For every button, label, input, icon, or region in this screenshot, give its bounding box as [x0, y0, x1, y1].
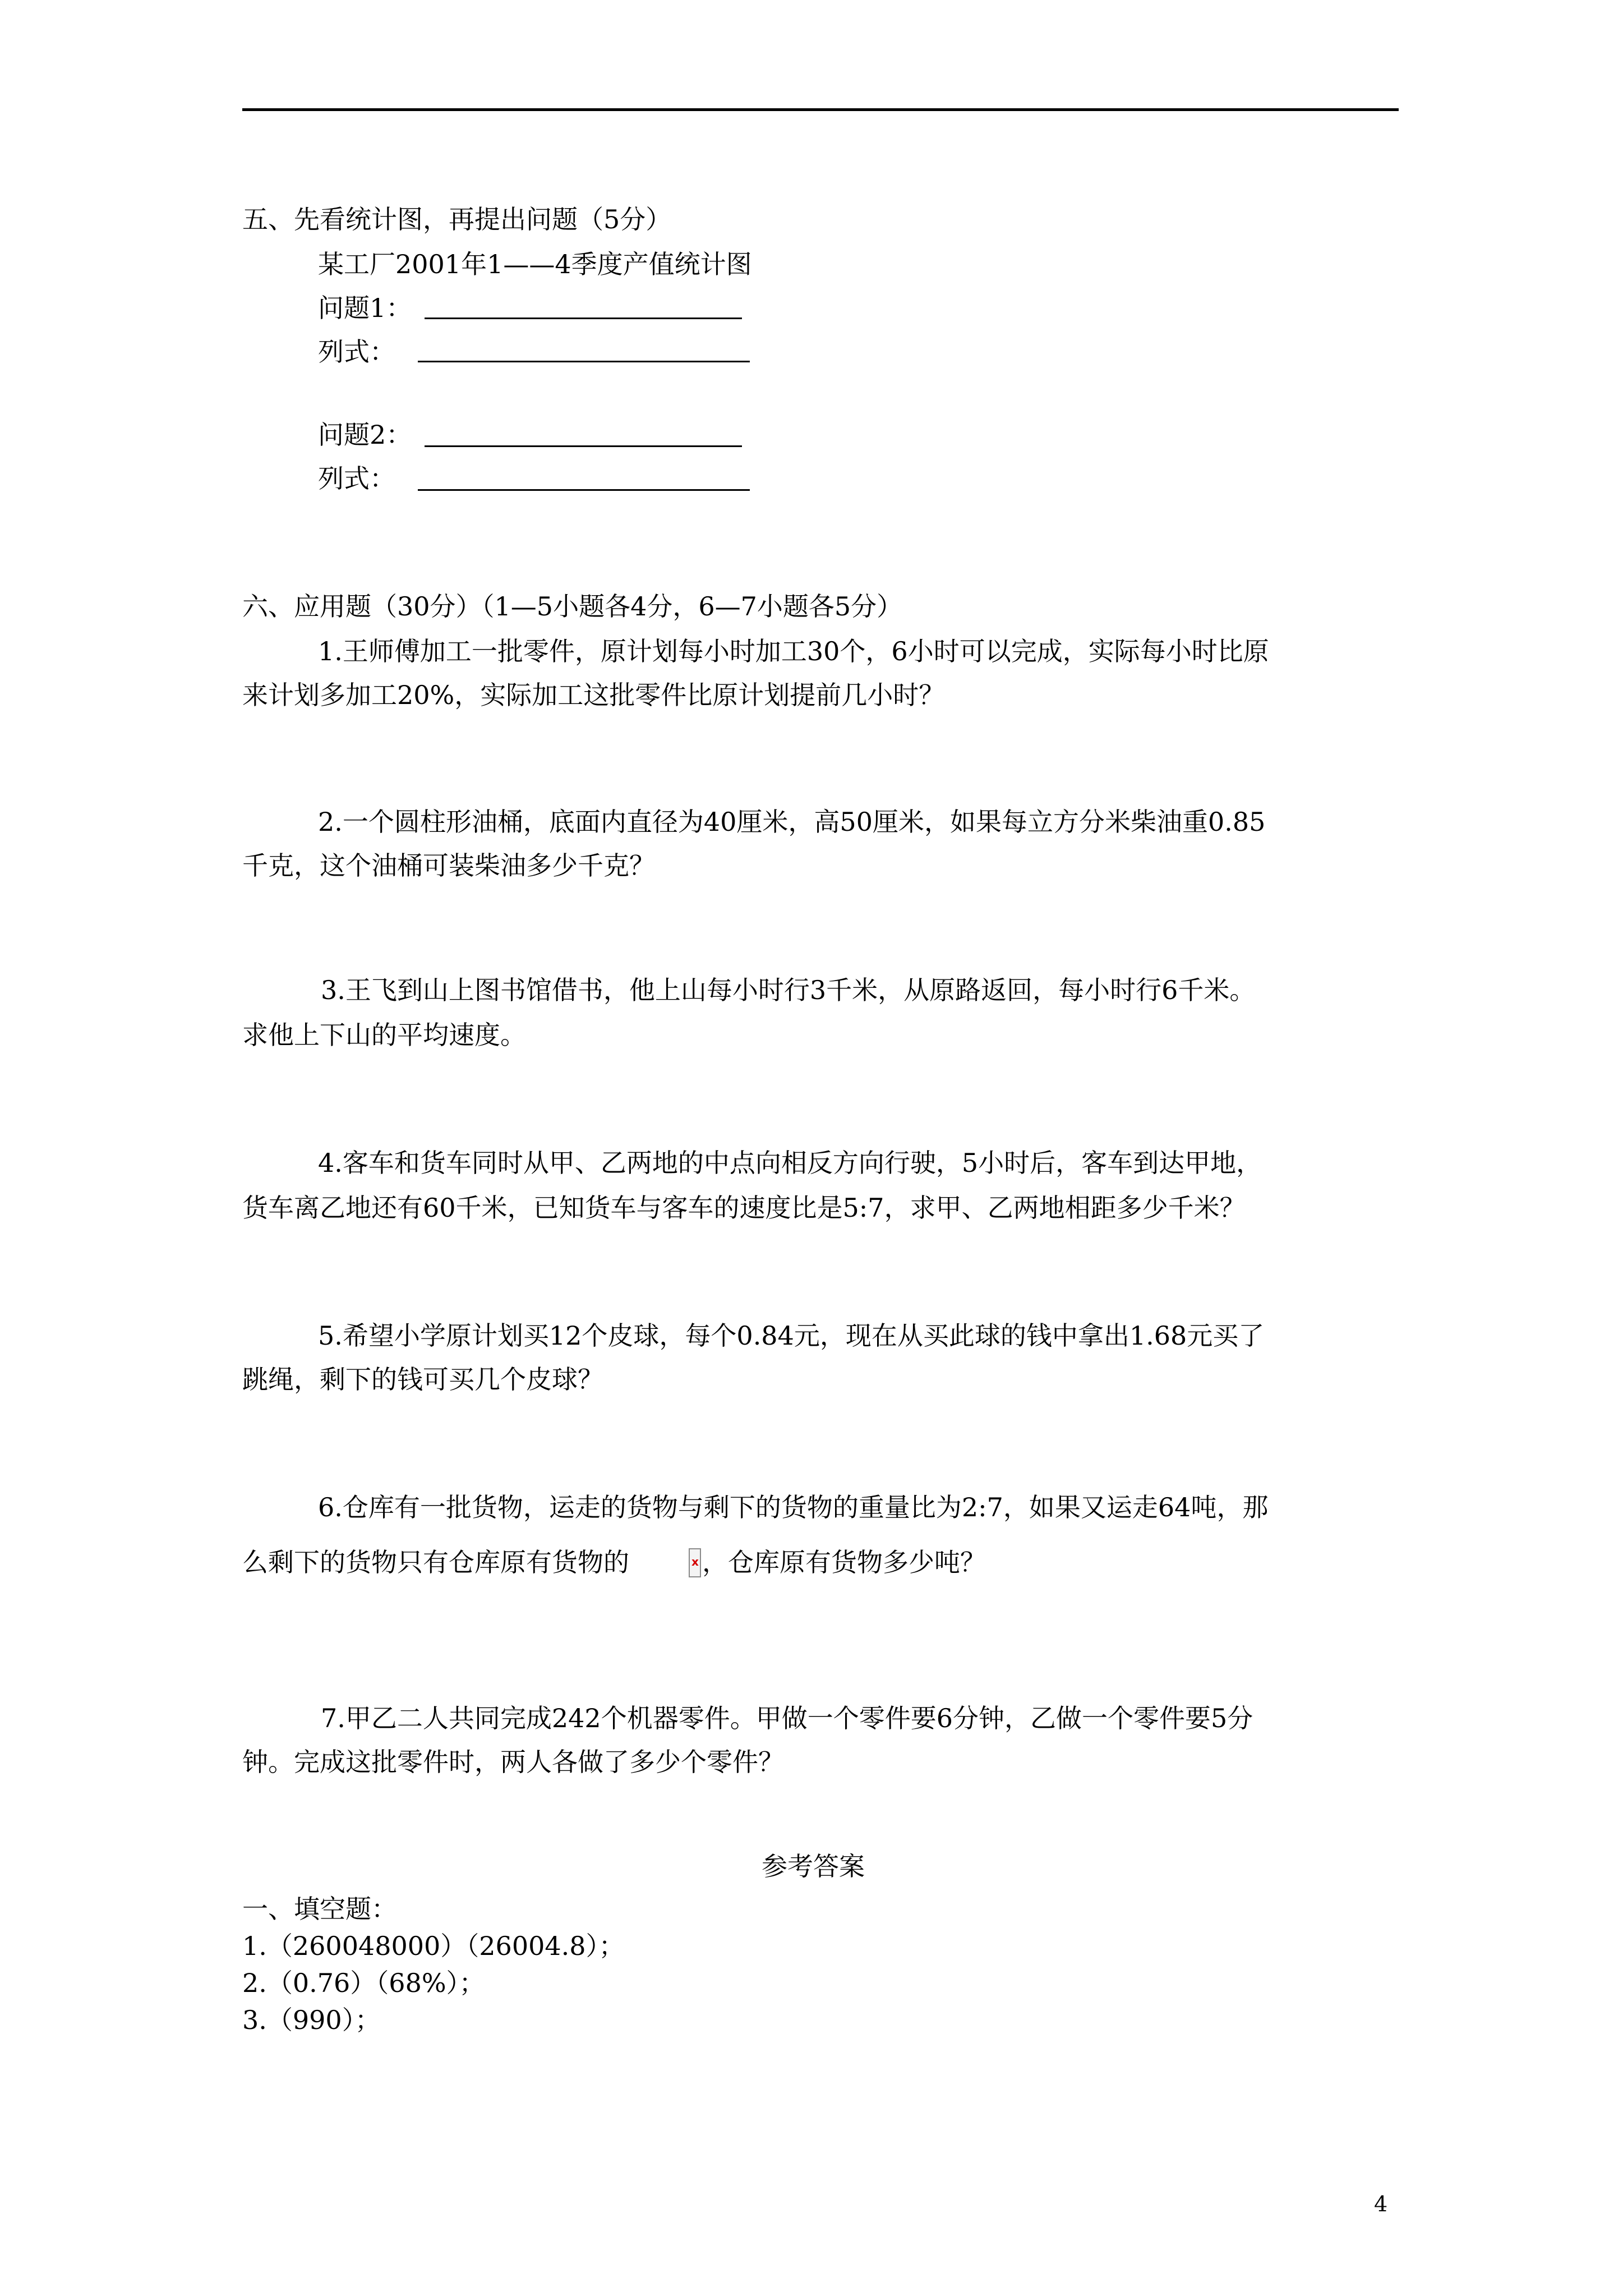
problem7-line1: 7.甲乙二人共同完成242个机器零件。甲做一个零件要6分钟，乙做一个零件要5分: [321, 1703, 1253, 1733]
answer-2: 2.（0.76）（68%）；: [242, 1968, 485, 1998]
chart-caption: 某工厂2001年1——4季度产值统计图: [318, 249, 752, 279]
problem6-line1: 6.仓库有一批货物，运走的货物与剩下的货物的重量比为2:7，如果又运走64吨，那: [318, 1492, 1269, 1522]
question1-answer-blank[interactable]: [425, 318, 742, 319]
problem3-line1: 3.王飞到山上图书馆借书，他上山每小时行3千米，从原路返回，每小时行6千米。: [321, 975, 1256, 1005]
problem6-line2-end: ，仓库原有货物多少吨？: [702, 1547, 986, 1577]
page-number: 4: [1374, 2192, 1388, 2216]
answer-1: 1.（260048000）（26004.8）；: [242, 1931, 625, 1961]
problem5-line2: 跳绳，剩下的钱可买几个皮球？: [242, 1364, 603, 1395]
problem2-line1: 2.一个圆柱形油桶，底面内直径为40厘米，高50厘米，如果每立方分米柴油重0.85: [318, 807, 1266, 837]
problem4-line1: 4.客车和货车同时从甲、乙两地的中点向相反方向行驶，5小时后，客车到达甲地，: [318, 1148, 1262, 1178]
question1-label: 问题1：: [318, 293, 412, 323]
problem7-line2: 钟。完成这批零件时，两人各做了多少个零件？: [242, 1747, 784, 1777]
answers-title: 参考答案: [762, 1851, 865, 1881]
problem1-line2: 来计划多加工20%，实际加工这批零件比原计划提前几小时？: [242, 680, 945, 710]
section6-heading: 六、应用题（30分）（1—5小题各4分，6—7小题各5分）: [242, 591, 903, 622]
question2-formula-blank[interactable]: [418, 489, 750, 491]
question1-formula-blank[interactable]: [418, 361, 750, 362]
problem5-line1: 5.希望小学原计划买12个皮球，每个0.84元，现在从买此球的钱中拿出1.68元买了: [318, 1320, 1265, 1351]
header-rule: [242, 108, 1399, 111]
problem6-line2-start: 么剩下的货物只有仓库原有货物的: [242, 1547, 629, 1577]
problem1-line1: 1.王师傅加工一批零件，原计划每小时加工30个，6小时可以完成，实际每小时比原: [318, 636, 1269, 666]
broken-fraction-image-icon: x: [689, 1548, 701, 1577]
question2-label: 问题2：: [318, 420, 412, 450]
problem3-line2: 求他上下山的平均速度。: [242, 1020, 526, 1050]
question1-formula-label: 列式：: [318, 337, 395, 367]
answer-3: 3.（990）；: [242, 2005, 381, 2035]
section5-heading: 五、先看统计图，再提出问题（5分）: [242, 204, 672, 234]
problem2-line2: 千克，这个油桶可装柴油多少千克？: [242, 850, 655, 881]
question2-formula-label: 列式：: [318, 463, 395, 494]
answers-section1-heading: 一、填空题：: [242, 1894, 397, 1924]
problem4-line2: 货车离乙地还有60千米，已知货车与客车的速度比是5:7，求甲、乙两地相距多少千米？: [242, 1193, 1246, 1223]
question2-answer-blank[interactable]: [425, 445, 742, 447]
